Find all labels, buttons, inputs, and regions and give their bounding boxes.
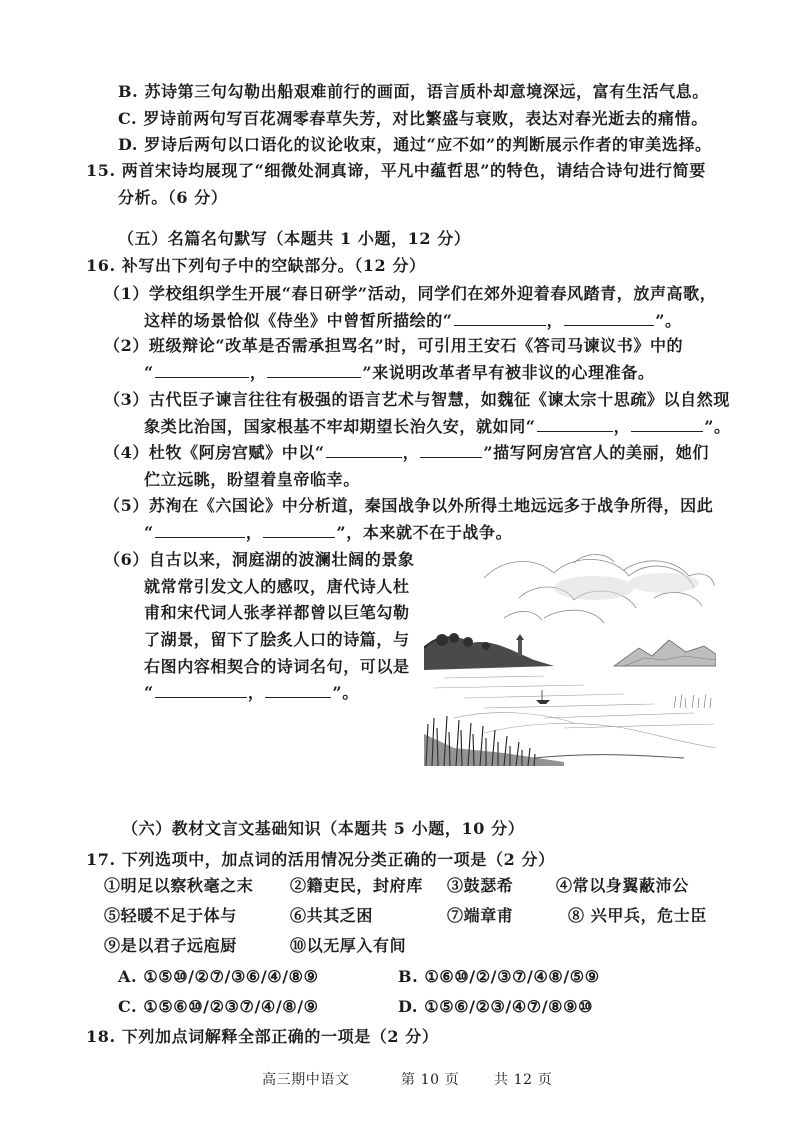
- q16-item-2-cont: “ ， ”来说明改革者早有被非议的心理准备。: [144, 363, 655, 382]
- q14-option-b: B. 苏诗第三句勾勒出船艰难前行的画面，语言质朴却意境深远，富有生活气息。: [118, 82, 709, 101]
- q17-word: ③鼓瑟希: [447, 876, 514, 895]
- answer-blank[interactable]: [155, 521, 245, 538]
- footer-subject: 高三期中语文: [262, 1072, 350, 1088]
- answer-blank[interactable]: [537, 415, 613, 432]
- q17-word: ⑦端章甫: [447, 906, 514, 925]
- answer-blank[interactable]: [263, 521, 335, 538]
- q16-item-3-cont: 象类比治国，国家根基不牢却期望长治久安，就如同“ ， ”。: [144, 417, 731, 436]
- q16-item-5-cont: “ ， ”，本来就不在于战争。: [144, 523, 513, 542]
- q17-word: ⑧ 兴甲兵，危士臣: [568, 906, 707, 925]
- footer-page-number: 第 10 页: [401, 1072, 460, 1088]
- q16-item-1-cont: 这样的场景恰似《侍坐》中曾皙所描绘的“ ， ”。: [144, 311, 682, 330]
- q17-word: ④常以身翼蔽沛公: [556, 876, 689, 895]
- dongting-lake-sketch-image: [424, 548, 716, 766]
- answer-blank[interactable]: [326, 441, 402, 458]
- answer-blank[interactable]: [564, 309, 654, 326]
- answer-blank[interactable]: [454, 309, 546, 326]
- q16-item-6-blanks: “ ， ”。: [144, 683, 359, 702]
- q15-stem: 15. 两首宋诗均展现了“细微处洞真谛，平凡中蕴哲思”的特色，请结合诗句进行简要: [86, 161, 706, 180]
- q17-word: ⑩以无厚入有间: [290, 936, 407, 955]
- answer-blank[interactable]: [420, 441, 482, 458]
- q16-item-6-cont: 就常常引发文人的感叹，唐代诗人杜: [144, 577, 410, 596]
- q17-word: ⑥共其乏困: [290, 906, 374, 925]
- answer-blank[interactable]: [265, 681, 331, 698]
- q18-stem: 18. 下列加点词解释全部正确的一项是（2 分）: [86, 1027, 439, 1046]
- q16-item-6-cont: 右图内容相契合的诗词名句，可以是: [144, 657, 410, 676]
- answer-blank[interactable]: [267, 361, 361, 378]
- footer-total-pages: 共 12 页: [494, 1072, 553, 1088]
- q17-option-d[interactable]: D. ①⑤⑥/②③/④⑦/⑧⑨⑩: [398, 997, 594, 1016]
- answer-blank[interactable]: [631, 415, 703, 432]
- section-5-heading: （五）名篇名句默写（本题共 1 小题，12 分）: [118, 229, 471, 248]
- q16-item-4-cont: 伫立远眺，盼望着皇帝临幸。: [144, 470, 360, 489]
- q14-option-d: D. 罗诗后两句以口语化的议论收束，通过“应不如”的判断展示作者的审美选择。: [118, 135, 712, 154]
- q17-word: ②籍吏民，封府库: [290, 876, 423, 895]
- answer-blank[interactable]: [155, 681, 247, 698]
- q17-option-c[interactable]: C. ①⑤⑥⑩/②③⑦/④/⑧/⑨: [118, 997, 319, 1016]
- q16-item-2: （2）班级辩论“改革是否需承担骂名”时，可引用王安石《答司马谏议书》中的: [104, 336, 684, 355]
- section-6-heading: （六）教材文言文基础知识（本题共 5 小题，10 分）: [122, 819, 525, 838]
- q15-stem-cont: 分析。（6 分）: [118, 188, 228, 207]
- q17-word: ⑤轻暖不足于体与: [104, 906, 237, 925]
- q17-option-b[interactable]: B. ①⑥⑩/②/③⑦/④⑧/⑤⑨: [398, 967, 600, 986]
- q16-item-5: （5）苏洵在《六国论》中分析道，秦国战争以外所得土地远远多于战争所得，因此: [104, 496, 714, 515]
- q17-option-a[interactable]: A. ①⑤⑩/②⑦/③⑥/④/⑧⑨: [118, 967, 319, 986]
- q16-item-6-cont: 了湖景，留下了脍炙人口的诗篇，与: [144, 630, 410, 649]
- q16-item-1: （1）学校组织学生开展“春日研学”活动，同学们在郊外迎着春风踏青，放声高歌，: [104, 284, 717, 303]
- q17-word: ①明足以察秋毫之末: [104, 876, 254, 895]
- answer-blank[interactable]: [155, 361, 249, 378]
- q14-option-c: C. 罗诗前两句写百花凋零春草失芳，对比繁盛与衰败，表达对春光逝去的痛惜。: [118, 109, 708, 128]
- q17-stem: 17. 下列选项中，加点词的活用情况分类正确的一项是（2 分）: [86, 850, 555, 869]
- q16-item-6: （6）自古以来，洞庭湖的波澜壮阔的景象: [104, 550, 415, 569]
- q16-stem: 16. 补写出下列句子中的空缺部分。（12 分）: [86, 256, 426, 275]
- q16-item-4: （4）杜牧《阿房宫赋》中以“ ， ”描写阿房宫宫人的美丽，她们: [104, 443, 709, 462]
- q16-item-6-cont: 甫和宋代词人张孝祥都曾以巨笔勾勒: [144, 603, 410, 622]
- q17-word: ⑨是以君子远庖厨: [104, 936, 237, 955]
- q16-item-3: （3）古代臣子谏言往往有极强的语言艺术与智慧，如魏征《谏太宗十思疏》以自然现: [104, 390, 730, 409]
